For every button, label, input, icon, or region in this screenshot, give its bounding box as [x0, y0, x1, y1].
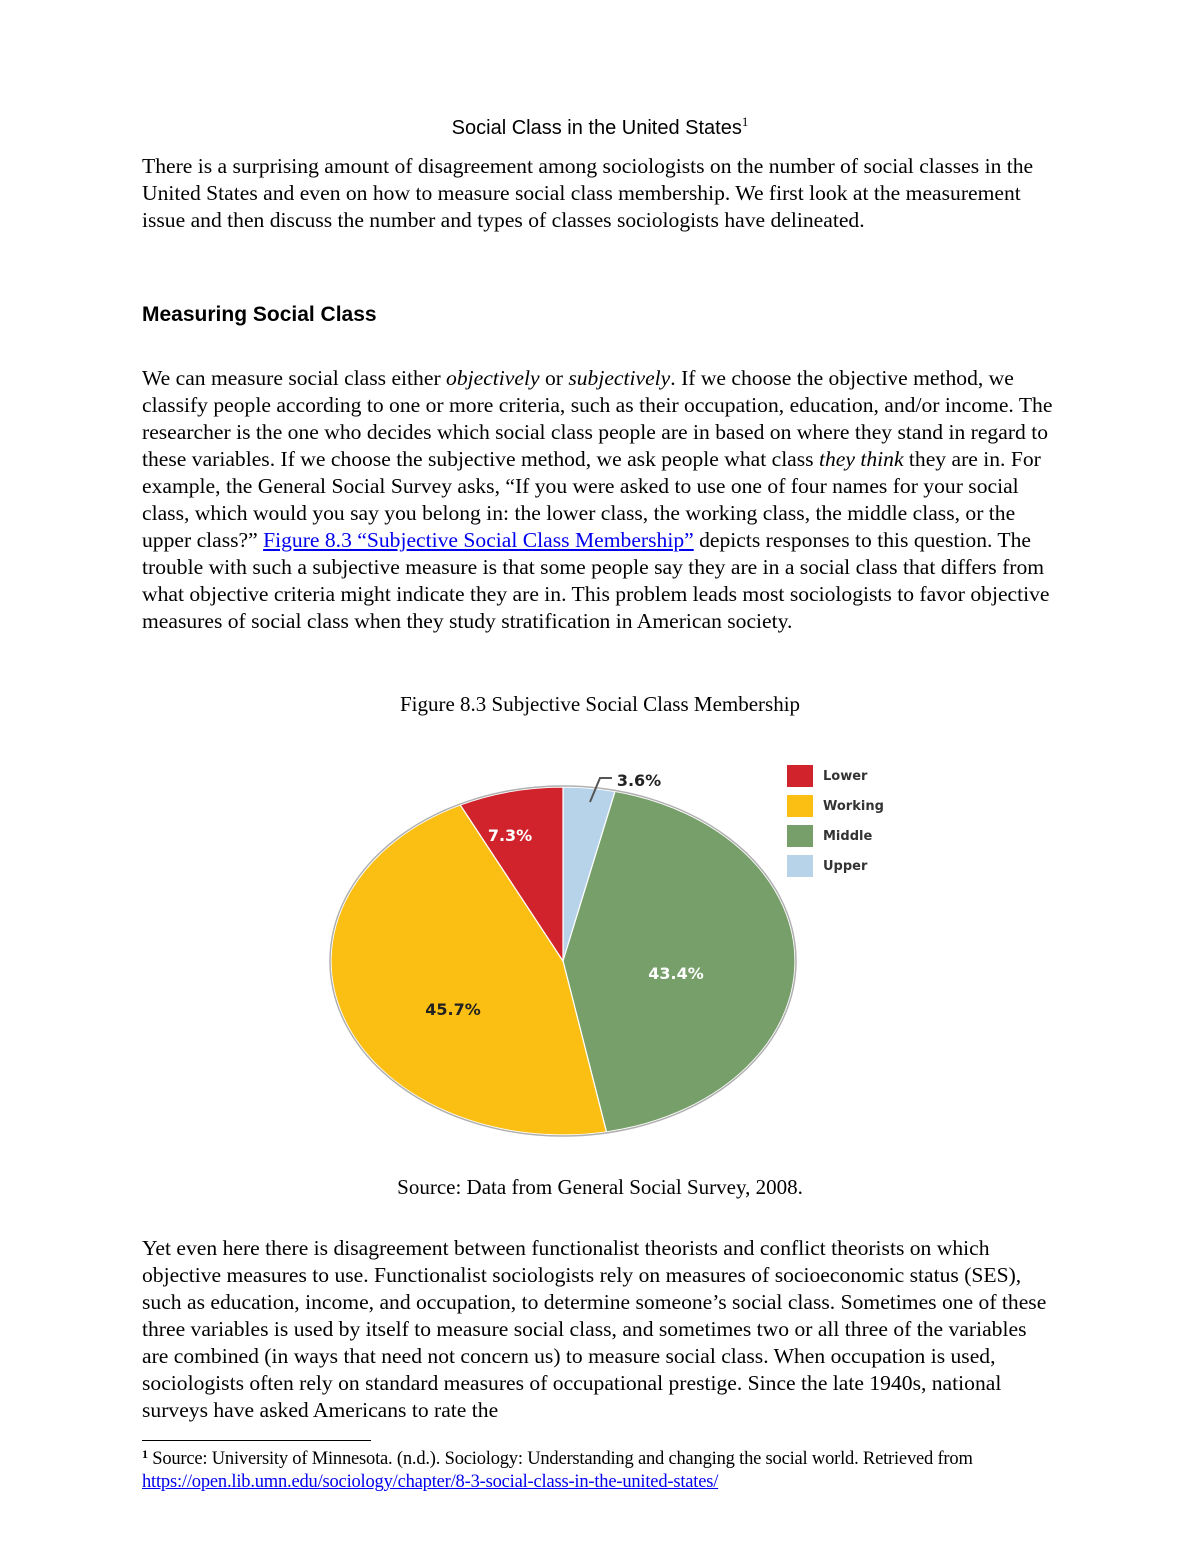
footnote-url-link[interactable]: https://open.lib.umn.edu/sociology/chapter/8-3-social-class-in-the-united-states/: [142, 1472, 719, 1492]
intro-paragraph: There is a surprising amount of disagreement among sociologists on the number of social classes in the United States and even on how to measure social class membership. We first look at the measurement issue and then discuss the number and types of classes sociologists have delineated.: [142, 154, 1034, 232]
measurement-paragraph: We can measure social class either objectively or subjectively. If we choose the objective method, we classify people according to one or more criteria, such as their occupation, education, and/or income. The researcher is the one who decides which social class people are in based on where they stand in regard to these variables. If we choose the subjective method, we ask people what class they think they are in. For example, the General Social Survey asks, “If you were asked to use one of four names for your social class, which would you say you belong in: the lower class, the working class, the middle class, or the upper class?” Figure 8.3 “Subjective Social Class Membership” depicts responses to this question. The trouble with such a subjective measure is that some people say they are in a social class that differs from what objective criteria might indicate they are in. This problem leads most sociologists to favor objective measures of social class when they study stratification in American society.: [142, 366, 1053, 633]
legend-swatch-working: [787, 795, 813, 817]
figure-caption: Figure 8.3 Subjective Social Class Membership: [399, 692, 801, 716]
footnote-divider: [142, 1440, 371, 1441]
footnote-marker: 1: [142, 1447, 148, 1461]
title-text: Social Class in the United States: [451, 117, 742, 139]
legend-label-middle: Middle: [823, 829, 873, 844]
pie-label-upper: 3.6%: [616, 771, 662, 790]
legend-swatch-lower: [787, 765, 813, 787]
pie-chart: [310, 745, 910, 1165]
functionalist-paragraph: Yet even here there is disagreement between functionalist theorists and conflict theorists on which objective measures to use. Functionalist sociologists rely on measures of socioeconomic status (SES), such as education, income, and occupation, to determine someone’s social class. Sometimes one of these three variables is used by itself to measure social class, and sometimes two or all three of the variables are combined (in ways that need not concern us) to measure social class. When occupation is used, sociologists often rely on standard measures of occupational prestige. Since the late 1940s, national surveys have asked Americans to rate the: [142, 1236, 1047, 1422]
footnote-text: Source: University of Minnesota. (n.d.). Sociology: Understanding and changing the social world. Retrieved from: [147, 1449, 973, 1469]
figure-source: Source: Data from General Social Survey, 2008.: [397, 1175, 803, 1199]
pie-label-working: 45.7%: [425, 1000, 481, 1019]
pie-label-lower: 7.3%: [487, 826, 533, 845]
legend-label-upper: Upper: [823, 859, 868, 874]
section-heading: Measuring Social Class: [142, 303, 377, 326]
pie-label-middle: 43.4%: [648, 964, 704, 983]
legend-label-lower: Lower: [823, 769, 868, 784]
title-footnote-ref[interactable]: 1: [741, 114, 749, 129]
legend-swatch-upper: [787, 855, 813, 877]
legend-label-working: Working: [823, 799, 884, 814]
footnote: [142, 1448, 1072, 1494]
legend-swatch-middle: [787, 825, 813, 847]
page-title: [142, 114, 1058, 142]
figure-link[interactable]: Figure 8.3 “Subjective Social Class Membership”: [263, 528, 694, 552]
